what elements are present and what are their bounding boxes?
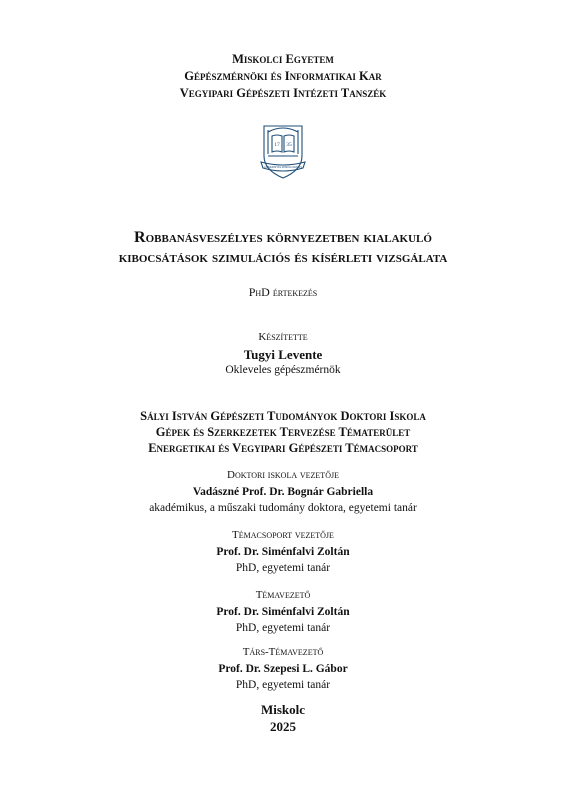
role-label-group-head: Témacsoport vezetője xyxy=(232,529,334,541)
doctoral-school-name: Sályi István Gépészeti Tudományok Doktori Iskola xyxy=(140,409,426,423)
person-title-supervisor: PhD, egyetemi tanár xyxy=(235,622,331,634)
person-title-group-head: PhD, egyetemi tanár xyxy=(235,562,331,574)
place: Miskolc xyxy=(260,702,306,717)
research-group: Energetikai és Vegyipari Gépészeti Témacsoport xyxy=(148,441,418,455)
thesis-title-line-2: kibocsátások szimulációs és kísérleti vizsgálata xyxy=(118,249,448,266)
crest-year-right: 35 xyxy=(286,142,292,148)
person-name-school-head: Vadászné Prof. Dr. Bognár Gabriella xyxy=(192,486,374,498)
faculty-name: Gépészmérnöki és Informatikai Kar xyxy=(184,69,382,83)
person-name-co-supervisor: Prof. Dr. Szepesi L. Gábor xyxy=(218,663,348,675)
role-label-school-head: Doktori iskola vezetője xyxy=(227,469,339,481)
person-title-school-head: akadémikus, a műszaki tudomány doktora, egyetemi tanár xyxy=(149,502,417,514)
person-name-group-head: Prof. Dr. Siménfalvi Zoltán xyxy=(216,546,350,558)
author-label: Készítette xyxy=(258,331,308,343)
thesis-type: PhD értekezés xyxy=(248,285,318,299)
person-name-supervisor: Prof. Dr. Siménfalvi Zoltán xyxy=(216,606,350,618)
person-title-co-supervisor: PhD, egyetemi tanár xyxy=(235,679,331,691)
year: 2025 xyxy=(270,719,296,734)
department-name: Vegyipari Gépészeti Intézeti Tanszék xyxy=(179,86,387,100)
university-name: Miskolci Egyetem xyxy=(232,52,334,66)
role-label-supervisor: Témavezető xyxy=(255,589,311,601)
author-degree: Okleveles gépészmérnök xyxy=(225,364,341,376)
research-field: Gépek és Szerkezetek Tervezése Tématerület xyxy=(155,425,411,439)
role-label-co-supervisor: Társ-Témavezető xyxy=(242,646,324,658)
thesis-title-line-1: Robbanásveszélyes környezetben kialakuló xyxy=(134,229,432,246)
author-name: Tugyi Levente xyxy=(243,347,323,362)
university-crest-icon xyxy=(260,122,306,184)
crest-year-left: 17 xyxy=(274,142,280,148)
crest-ribbon-text: UNIVERSITAS MISKOLCIENSIS xyxy=(263,166,303,169)
